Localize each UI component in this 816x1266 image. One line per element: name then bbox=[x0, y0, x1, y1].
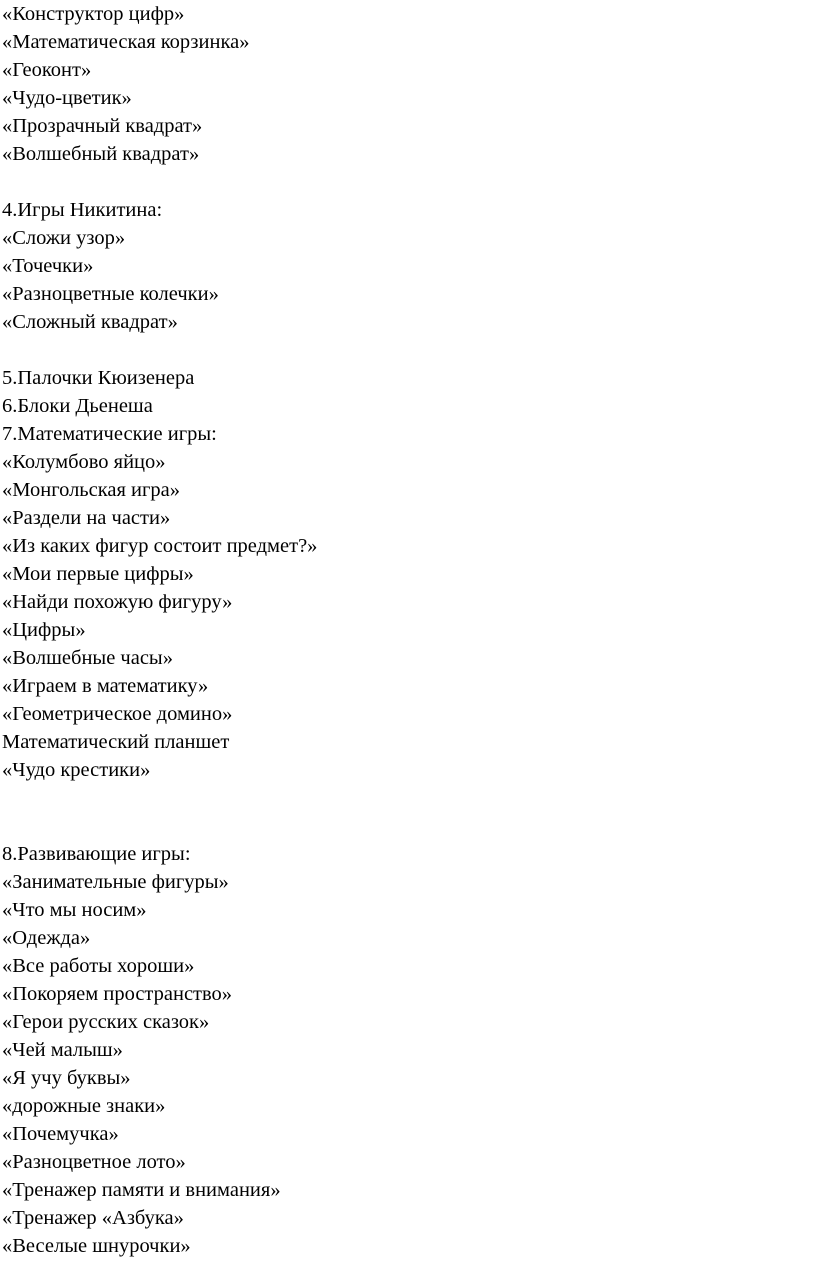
list-item: «Играем в математику» bbox=[2, 675, 209, 697]
list-item: «Покоряем пространство» bbox=[2, 983, 233, 1005]
list-item: «Чудо-цветик» bbox=[2, 87, 132, 109]
list-item: «Геоконт» bbox=[2, 59, 92, 81]
paragraph-gap bbox=[2, 336, 802, 364]
list-item: «Цифры» bbox=[2, 619, 86, 641]
list-item: «Чудо крестики» bbox=[2, 759, 151, 781]
section-heading: 4.Игры Никитина: bbox=[2, 199, 163, 221]
list-item: «Найди похожую фигуру» bbox=[2, 591, 233, 613]
list-item: «Что мы носим» bbox=[2, 899, 147, 921]
section-heading: 8.Развивающие игры: bbox=[2, 843, 191, 865]
list-item: «Волшебные часы» bbox=[2, 647, 173, 669]
list-item: «Из каких фигур состоит предмет?» bbox=[2, 535, 318, 557]
list-item: «Занимательные фигуры» bbox=[2, 871, 229, 893]
list-item: «Конструктор цифр» bbox=[2, 3, 185, 25]
list-item: «Точечки» bbox=[2, 255, 94, 277]
list-item: «Мои первые цифры» bbox=[2, 563, 194, 585]
section-heading: 7.Математические игры: bbox=[2, 423, 217, 445]
list-item: «Все работы хороши» bbox=[2, 955, 195, 977]
list-item: «Сложи узор» bbox=[2, 227, 126, 249]
list-item: «Волшебный квадрат» bbox=[2, 143, 200, 165]
section-heading: 5.Палочки Кюизенера bbox=[2, 367, 195, 389]
list-item: «Колумбово яйцо» bbox=[2, 451, 166, 473]
list-item: «Разноцветные колечки» bbox=[2, 283, 219, 305]
list-item: «дорожные знаки» bbox=[2, 1095, 166, 1117]
list-item: «Почемучка» bbox=[2, 1123, 119, 1145]
list-item: «Тренажер памяти и внимания» bbox=[2, 1179, 281, 1201]
paragraph-gap bbox=[2, 168, 802, 196]
list-item: «Геометрическое домино» bbox=[2, 703, 233, 725]
list-item: «Прозрачный квадрат» bbox=[2, 115, 203, 137]
document-page bbox=[2, 0, 802, 1260]
list-item: «Чей малыш» bbox=[2, 1039, 123, 1061]
section-heading: 6.Блоки Дьенеша bbox=[2, 395, 153, 417]
list-item: «Герои русских сказок» bbox=[2, 1011, 210, 1033]
list-item: «Я учу буквы» bbox=[2, 1067, 131, 1089]
list-item: «Раздели на части» bbox=[2, 507, 171, 529]
list-item: «Разноцветное лото» bbox=[2, 1151, 186, 1173]
list-item: Математический планшет bbox=[2, 731, 230, 753]
list-item: «Веселые шнурочки» bbox=[2, 1235, 191, 1257]
list-item: «Монгольская игра» bbox=[2, 479, 181, 501]
list-item: «Тренажер «Азбука» bbox=[2, 1207, 184, 1229]
list-item: «Сложный квадрат» bbox=[2, 311, 178, 333]
list-item: «Одежда» bbox=[2, 927, 91, 949]
list-item: «Математическая корзинка» bbox=[2, 31, 250, 53]
paragraph-gap bbox=[2, 784, 802, 840]
